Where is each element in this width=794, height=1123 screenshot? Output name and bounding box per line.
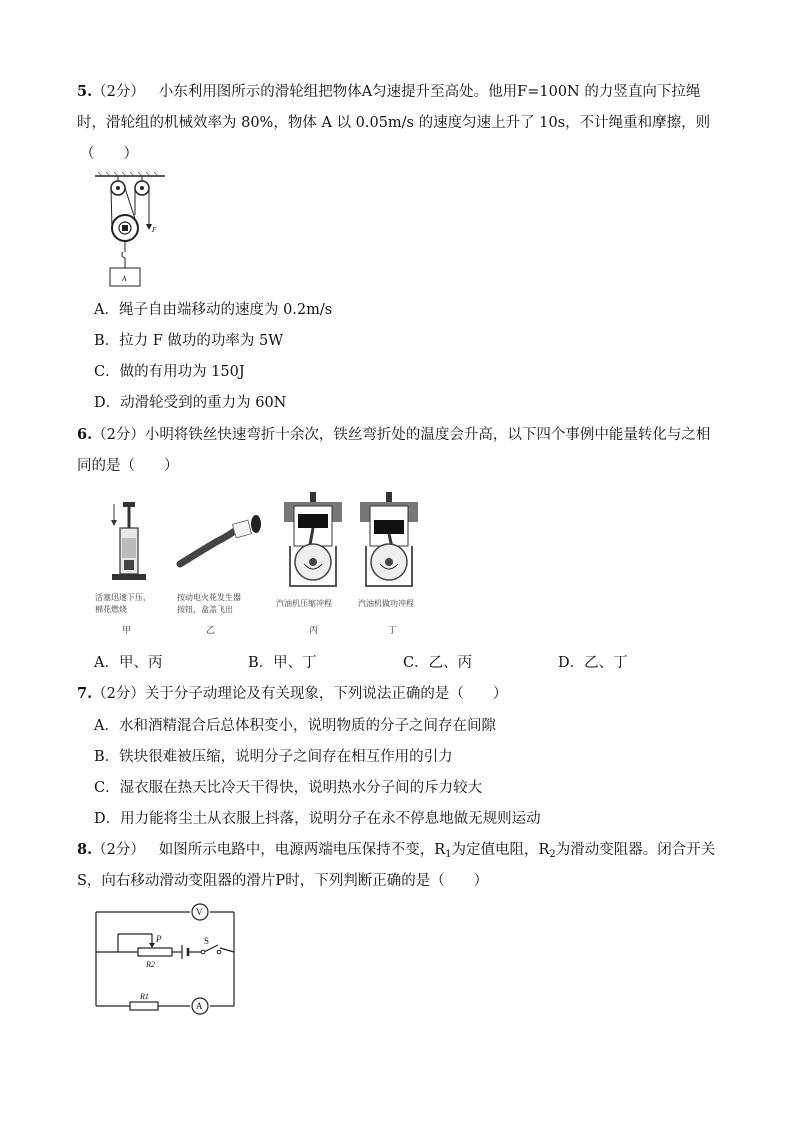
q8-line1 (77, 840, 715, 865)
q5-answer-blank: （ ） (80, 146, 138, 162)
q6-label-jia: 甲 (122, 626, 132, 636)
q5-force-label: F (152, 226, 157, 234)
q5-text1: 小东利用图所示的滑轮组把物体A匀速提升至高处。他用F=100N 的力竖直向下拉绳 (158, 84, 701, 100)
q7-option-a[interactable]: A．水和酒精混合后总体积变小，说明物质的分子之间存在间隙 (94, 718, 496, 734)
q7-number: 7. (77, 685, 93, 702)
q5-pulley-figure (90, 170, 170, 290)
q6-option-b[interactable]: B．甲、丁 (248, 655, 317, 671)
q6-caption-jia-1: 活塞迅速下压， (95, 593, 151, 602)
q6-figure-bing (280, 490, 346, 590)
q5-option-b[interactable]: B．拉力 F 做功的功率为 5W (94, 333, 284, 349)
q8-ammeter-label: A (196, 1001, 203, 1011)
q6-number: 6. (77, 426, 93, 443)
q6-text1: 小明将铁丝快速弯折十余次，铁丝弯折处的温度会升高，以下四个事例中能量转化与之相 (144, 427, 711, 443)
q6-caption-jia-2: 棉花燃烧 (95, 605, 127, 614)
q8-slider-label: P (156, 934, 162, 944)
q8-text1a: 如图所示电路中，电源两端电压保持不变，R (158, 842, 446, 858)
q6-caption-yi-1: 按动电火花发生器 (177, 593, 241, 602)
q6-figure-yi (176, 514, 266, 570)
q6-label-ding: 丁 (388, 626, 398, 636)
q5-line1 (77, 82, 700, 102)
q7-line1 (77, 684, 507, 704)
q6-caption-yi-2: 按钮，盒盖飞出 (177, 605, 233, 614)
q8-r1-label: R1 (140, 992, 149, 1001)
q5-object-label: A (122, 275, 127, 283)
q6-option-a[interactable]: A．甲、丙 (94, 655, 163, 671)
q8-circuit-figure (90, 900, 240, 1020)
q8-sub2: 2 (549, 849, 556, 860)
q8-score: （2分） (92, 842, 145, 858)
q5-option-c[interactable]: C．做的有用功为 150J (94, 364, 245, 380)
q6-line1 (77, 425, 710, 445)
q5-text2: 时，滑轮组的机械效率为 80%，物体 A 以 0.05m/s 的速度匀速上升了 10s，不计绳重和摩擦，则 (77, 115, 711, 131)
q8-switch-label: S (204, 936, 210, 946)
q5-score: （2分） (92, 84, 145, 100)
q7-text1: 关于分子动理论及有关现象，下列说法正确的是（ ） (144, 686, 508, 702)
q8-text1c: 为滑动变阻器。闭合开关 (555, 842, 716, 858)
q8-text1b: 为定值电阻，R (451, 842, 550, 858)
q6-label-yi: 乙 (206, 626, 216, 636)
q7-option-c[interactable]: C．湿衣服在热天比冷天干得快，说明热水分子间的斥力较大 (94, 780, 483, 796)
q6-caption-ding: 汽油机做功冲程 (358, 599, 414, 608)
q6-score: （2分） (92, 427, 145, 443)
q6-figure-jia (106, 498, 150, 586)
q5-option-a[interactable]: A．绳子自由端移动的速度为 0.2m/s (94, 302, 333, 318)
q7-option-b[interactable]: B．铁块很难被压缩，说明分子之间存在相互作用的引力 (94, 749, 453, 765)
q6-figure-ding (356, 490, 422, 590)
q6-option-d[interactable]: D．乙、丁 (558, 655, 628, 671)
q8-r2-label: R2 (146, 960, 155, 969)
q7-option-d[interactable]: D．用力能将尘土从衣服上抖落，说明分子在永不停息地做无规则运动 (94, 811, 541, 827)
q6-label-bing: 丙 (309, 626, 319, 636)
q6-caption-bing: 汽油机压缩冲程 (276, 599, 332, 608)
q8-sub1: 1 (445, 849, 452, 860)
q5-number: 5. (77, 83, 93, 100)
q8-text2: S，向右移动滑动变阻器的滑片P时，下列判断正确的是（ ） (77, 873, 489, 889)
q7-score: （2分） (92, 686, 145, 702)
q8-number: 8. (77, 841, 93, 858)
q6-text2: 同的是（ ） (77, 458, 179, 474)
q5-option-d[interactable]: D．动滑轮受到的重力为 60N (94, 395, 287, 411)
q6-option-c[interactable]: C．乙、丙 (403, 655, 473, 671)
q8-voltmeter-label: V (196, 907, 203, 917)
